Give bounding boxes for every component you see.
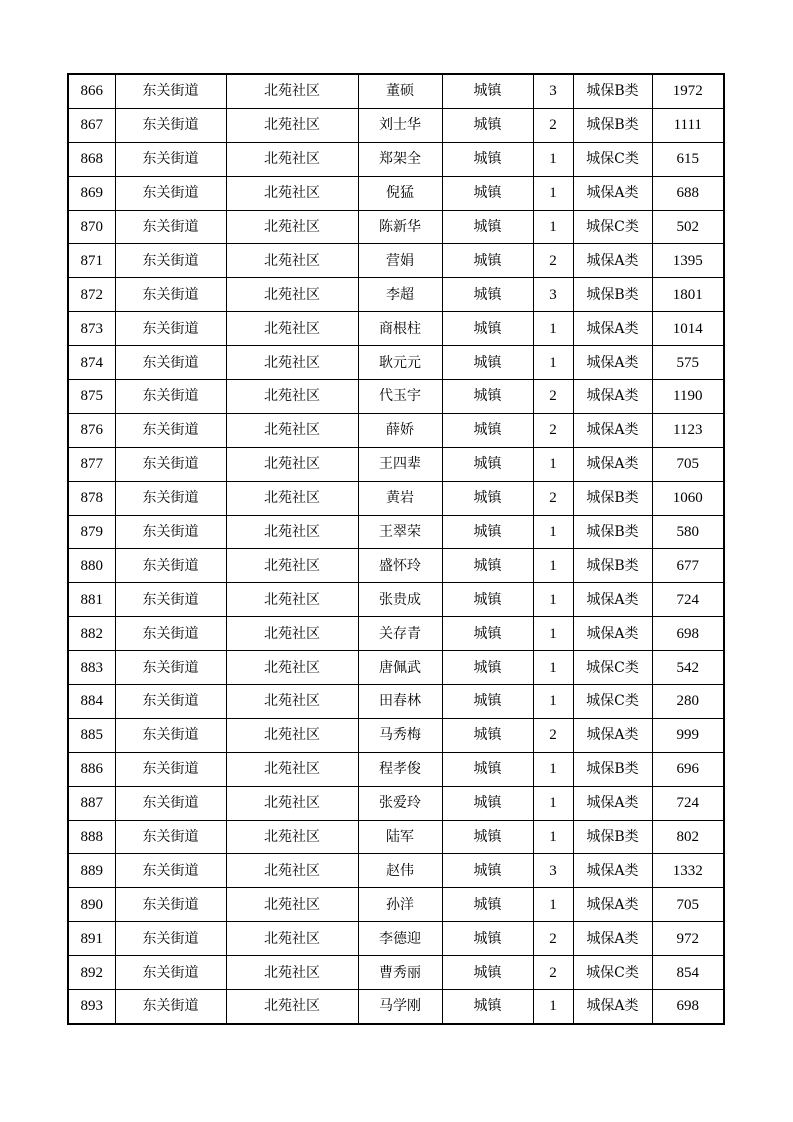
area-type-cell: 城镇 [442, 617, 533, 651]
street-cell: 东关街道 [115, 752, 226, 786]
row-number-cell: 889 [68, 854, 115, 888]
name-cell: 马秀梅 [358, 718, 442, 752]
table-row [68, 685, 724, 719]
category-cell: 城保B类 [573, 74, 652, 108]
table-row [68, 583, 724, 617]
name-cell: 王翠荣 [358, 515, 442, 549]
table-row [68, 888, 724, 922]
amount-cell: 698 [652, 617, 724, 651]
amount-cell: 502 [652, 210, 724, 244]
amount-cell: 1190 [652, 380, 724, 414]
category-cell: 城保A类 [573, 244, 652, 278]
table-row [68, 820, 724, 854]
household-size-cell: 1 [533, 786, 573, 820]
household-size-cell: 3 [533, 854, 573, 888]
household-size-cell: 1 [533, 752, 573, 786]
community-cell: 北苑社区 [226, 888, 358, 922]
amount-cell: 698 [652, 990, 724, 1024]
amount-cell: 696 [652, 752, 724, 786]
community-cell: 北苑社区 [226, 786, 358, 820]
row-number-cell: 884 [68, 685, 115, 719]
category-cell: 城保A类 [573, 413, 652, 447]
household-size-cell: 1 [533, 515, 573, 549]
community-cell: 北苑社区 [226, 108, 358, 142]
table-body [68, 74, 724, 1024]
category-cell: 城保A类 [573, 854, 652, 888]
area-type-cell: 城镇 [442, 549, 533, 583]
area-type-cell: 城镇 [442, 447, 533, 481]
street-cell: 东关街道 [115, 685, 226, 719]
area-type-cell: 城镇 [442, 515, 533, 549]
name-cell: 陈新华 [358, 210, 442, 244]
row-number-cell: 887 [68, 786, 115, 820]
area-type-cell: 城镇 [442, 346, 533, 380]
table-row [68, 312, 724, 346]
amount-cell: 724 [652, 786, 724, 820]
amount-cell: 615 [652, 142, 724, 176]
community-cell: 北苑社区 [226, 617, 358, 651]
name-cell: 张贵成 [358, 583, 442, 617]
name-cell: 孙洋 [358, 888, 442, 922]
table-row [68, 108, 724, 142]
community-cell: 北苑社区 [226, 685, 358, 719]
table-row [68, 447, 724, 481]
name-cell: 商根柱 [358, 312, 442, 346]
amount-cell: 972 [652, 922, 724, 956]
household-size-cell: 1 [533, 651, 573, 685]
community-cell: 北苑社区 [226, 244, 358, 278]
category-cell: 城保A类 [573, 922, 652, 956]
category-cell: 城保B类 [573, 515, 652, 549]
household-size-cell: 1 [533, 346, 573, 380]
category-cell: 城保C类 [573, 651, 652, 685]
area-type-cell: 城镇 [442, 244, 533, 278]
street-cell: 东关街道 [115, 312, 226, 346]
table-row [68, 617, 724, 651]
community-cell: 北苑社区 [226, 380, 358, 414]
amount-cell: 575 [652, 346, 724, 380]
table-row [68, 752, 724, 786]
row-number-cell: 890 [68, 888, 115, 922]
community-cell: 北苑社区 [226, 651, 358, 685]
amount-cell: 1060 [652, 481, 724, 515]
category-cell: 城保A类 [573, 888, 652, 922]
area-type-cell: 城镇 [442, 786, 533, 820]
category-cell: 城保A类 [573, 346, 652, 380]
street-cell: 东关街道 [115, 176, 226, 210]
household-size-cell: 2 [533, 413, 573, 447]
name-cell: 曹秀丽 [358, 956, 442, 990]
row-number-cell: 874 [68, 346, 115, 380]
street-cell: 东关街道 [115, 820, 226, 854]
table-row [68, 142, 724, 176]
table-row [68, 74, 724, 108]
area-type-cell: 城镇 [442, 854, 533, 888]
table-row [68, 515, 724, 549]
row-number-cell: 888 [68, 820, 115, 854]
category-cell: 城保C类 [573, 685, 652, 719]
category-cell: 城保A类 [573, 312, 652, 346]
category-cell: 城保A类 [573, 990, 652, 1024]
community-cell: 北苑社区 [226, 74, 358, 108]
name-cell: 李德迎 [358, 922, 442, 956]
row-number-cell: 872 [68, 278, 115, 312]
category-cell: 城保A类 [573, 583, 652, 617]
street-cell: 东关街道 [115, 413, 226, 447]
row-number-cell: 873 [68, 312, 115, 346]
area-type-cell: 城镇 [442, 210, 533, 244]
category-cell: 城保A类 [573, 380, 652, 414]
name-cell: 陆军 [358, 820, 442, 854]
street-cell: 东关街道 [115, 718, 226, 752]
name-cell: 倪猛 [358, 176, 442, 210]
street-cell: 东关街道 [115, 447, 226, 481]
row-number-cell: 885 [68, 718, 115, 752]
category-cell: 城保A类 [573, 617, 652, 651]
table-row [68, 956, 724, 990]
household-size-cell: 1 [533, 210, 573, 244]
amount-cell: 677 [652, 549, 724, 583]
category-cell: 城保C类 [573, 210, 652, 244]
table-row [68, 244, 724, 278]
community-cell: 北苑社区 [226, 346, 358, 380]
amount-cell: 802 [652, 820, 724, 854]
household-size-cell: 1 [533, 549, 573, 583]
table-row [68, 549, 724, 583]
row-number-cell: 877 [68, 447, 115, 481]
household-size-cell: 2 [533, 481, 573, 515]
table-row [68, 990, 724, 1024]
name-cell: 关存青 [358, 617, 442, 651]
street-cell: 东关街道 [115, 786, 226, 820]
name-cell: 营娟 [358, 244, 442, 278]
household-size-cell: 1 [533, 447, 573, 481]
row-number-cell: 879 [68, 515, 115, 549]
household-size-cell: 2 [533, 108, 573, 142]
category-cell: 城保A类 [573, 786, 652, 820]
street-cell: 东关街道 [115, 617, 226, 651]
area-type-cell: 城镇 [442, 312, 533, 346]
name-cell: 马学刚 [358, 990, 442, 1024]
community-cell: 北苑社区 [226, 990, 358, 1024]
community-cell: 北苑社区 [226, 210, 358, 244]
street-cell: 东关街道 [115, 142, 226, 176]
area-type-cell: 城镇 [442, 820, 533, 854]
row-number-cell: 878 [68, 481, 115, 515]
street-cell: 东关街道 [115, 380, 226, 414]
household-size-cell: 3 [533, 278, 573, 312]
table-row [68, 278, 724, 312]
name-cell: 程孝俊 [358, 752, 442, 786]
area-type-cell: 城镇 [442, 108, 533, 142]
amount-cell: 705 [652, 447, 724, 481]
community-cell: 北苑社区 [226, 481, 358, 515]
area-type-cell: 城镇 [442, 956, 533, 990]
street-cell: 东关街道 [115, 651, 226, 685]
row-number-cell: 893 [68, 990, 115, 1024]
table-row [68, 413, 724, 447]
table-row [68, 854, 724, 888]
area-type-cell: 城镇 [442, 888, 533, 922]
area-type-cell: 城镇 [442, 990, 533, 1024]
row-number-cell: 876 [68, 413, 115, 447]
name-cell: 唐佩武 [358, 651, 442, 685]
community-cell: 北苑社区 [226, 312, 358, 346]
household-size-cell: 1 [533, 617, 573, 651]
row-number-cell: 892 [68, 956, 115, 990]
community-cell: 北苑社区 [226, 718, 358, 752]
household-size-cell: 2 [533, 956, 573, 990]
row-number-cell: 867 [68, 108, 115, 142]
name-cell: 代玉宇 [358, 380, 442, 414]
category-cell: 城保B类 [573, 108, 652, 142]
category-cell: 城保B类 [573, 752, 652, 786]
table-row [68, 380, 724, 414]
table-row [68, 481, 724, 515]
community-cell: 北苑社区 [226, 854, 358, 888]
street-cell: 东关街道 [115, 515, 226, 549]
street-cell: 东关街道 [115, 854, 226, 888]
street-cell: 东关街道 [115, 888, 226, 922]
row-number-cell: 870 [68, 210, 115, 244]
name-cell: 黄岩 [358, 481, 442, 515]
household-size-cell: 1 [533, 583, 573, 617]
name-cell: 董硕 [358, 74, 442, 108]
row-number-cell: 880 [68, 549, 115, 583]
community-cell: 北苑社区 [226, 922, 358, 956]
name-cell: 赵伟 [358, 854, 442, 888]
area-type-cell: 城镇 [442, 142, 533, 176]
category-cell: 城保C类 [573, 956, 652, 990]
table-row [68, 718, 724, 752]
street-cell: 东关街道 [115, 244, 226, 278]
amount-cell: 1332 [652, 854, 724, 888]
household-size-cell: 1 [533, 176, 573, 210]
street-cell: 东关街道 [115, 583, 226, 617]
category-cell: 城保B类 [573, 820, 652, 854]
name-cell: 薛娇 [358, 413, 442, 447]
community-cell: 北苑社区 [226, 583, 358, 617]
household-size-cell: 1 [533, 888, 573, 922]
community-cell: 北苑社区 [226, 752, 358, 786]
row-number-cell: 869 [68, 176, 115, 210]
area-type-cell: 城镇 [442, 922, 533, 956]
name-cell: 田春林 [358, 685, 442, 719]
name-cell: 李超 [358, 278, 442, 312]
household-size-cell: 1 [533, 820, 573, 854]
amount-cell: 688 [652, 176, 724, 210]
amount-cell: 280 [652, 685, 724, 719]
street-cell: 东关街道 [115, 210, 226, 244]
name-cell: 王四辈 [358, 447, 442, 481]
table-row [68, 346, 724, 380]
community-cell: 北苑社区 [226, 413, 358, 447]
category-cell: 城保B类 [573, 481, 652, 515]
amount-cell: 1123 [652, 413, 724, 447]
street-cell: 东关街道 [115, 481, 226, 515]
area-type-cell: 城镇 [442, 278, 533, 312]
community-cell: 北苑社区 [226, 956, 358, 990]
area-type-cell: 城镇 [442, 413, 533, 447]
household-size-cell: 2 [533, 922, 573, 956]
amount-cell: 1801 [652, 278, 724, 312]
street-cell: 东关街道 [115, 108, 226, 142]
row-number-cell: 881 [68, 583, 115, 617]
community-cell: 北苑社区 [226, 515, 358, 549]
name-cell: 刘士华 [358, 108, 442, 142]
area-type-cell: 城镇 [442, 176, 533, 210]
amount-cell: 1395 [652, 244, 724, 278]
category-cell: 城保A类 [573, 447, 652, 481]
amount-cell: 705 [652, 888, 724, 922]
household-size-cell: 1 [533, 142, 573, 176]
community-cell: 北苑社区 [226, 278, 358, 312]
amount-cell: 1972 [652, 74, 724, 108]
row-number-cell: 866 [68, 74, 115, 108]
row-number-cell: 883 [68, 651, 115, 685]
household-size-cell: 2 [533, 718, 573, 752]
area-type-cell: 城镇 [442, 685, 533, 719]
community-cell: 北苑社区 [226, 176, 358, 210]
household-size-cell: 1 [533, 685, 573, 719]
amount-cell: 999 [652, 718, 724, 752]
street-cell: 东关街道 [115, 278, 226, 312]
name-cell: 盛怀玲 [358, 549, 442, 583]
amount-cell: 1111 [652, 108, 724, 142]
area-type-cell: 城镇 [442, 583, 533, 617]
household-size-cell: 1 [533, 312, 573, 346]
household-size-cell: 2 [533, 380, 573, 414]
category-cell: 城保A类 [573, 718, 652, 752]
amount-cell: 542 [652, 651, 724, 685]
area-type-cell: 城镇 [442, 74, 533, 108]
community-cell: 北苑社区 [226, 820, 358, 854]
data-table [67, 73, 725, 1025]
area-type-cell: 城镇 [442, 718, 533, 752]
table-row [68, 922, 724, 956]
table-row [68, 786, 724, 820]
row-number-cell: 886 [68, 752, 115, 786]
row-number-cell: 875 [68, 380, 115, 414]
area-type-cell: 城镇 [442, 380, 533, 414]
row-number-cell: 868 [68, 142, 115, 176]
table-row [68, 651, 724, 685]
table-row [68, 176, 724, 210]
street-cell: 东关街道 [115, 956, 226, 990]
name-cell: 郑架全 [358, 142, 442, 176]
community-cell: 北苑社区 [226, 447, 358, 481]
row-number-cell: 871 [68, 244, 115, 278]
amount-cell: 580 [652, 515, 724, 549]
area-type-cell: 城镇 [442, 651, 533, 685]
street-cell: 东关街道 [115, 922, 226, 956]
community-cell: 北苑社区 [226, 142, 358, 176]
category-cell: 城保B类 [573, 278, 652, 312]
community-cell: 北苑社区 [226, 549, 358, 583]
household-size-cell: 2 [533, 244, 573, 278]
amount-cell: 854 [652, 956, 724, 990]
street-cell: 东关街道 [115, 990, 226, 1024]
area-type-cell: 城镇 [442, 481, 533, 515]
amount-cell: 1014 [652, 312, 724, 346]
category-cell: 城保C类 [573, 142, 652, 176]
area-type-cell: 城镇 [442, 752, 533, 786]
category-cell: 城保A类 [573, 176, 652, 210]
row-number-cell: 882 [68, 617, 115, 651]
street-cell: 东关街道 [115, 346, 226, 380]
amount-cell: 724 [652, 583, 724, 617]
name-cell: 张爱玲 [358, 786, 442, 820]
row-number-cell: 891 [68, 922, 115, 956]
table-row [68, 210, 724, 244]
street-cell: 东关街道 [115, 74, 226, 108]
category-cell: 城保B类 [573, 549, 652, 583]
name-cell: 耿元元 [358, 346, 442, 380]
household-size-cell: 1 [533, 990, 573, 1024]
street-cell: 东关街道 [115, 549, 226, 583]
household-size-cell: 3 [533, 74, 573, 108]
